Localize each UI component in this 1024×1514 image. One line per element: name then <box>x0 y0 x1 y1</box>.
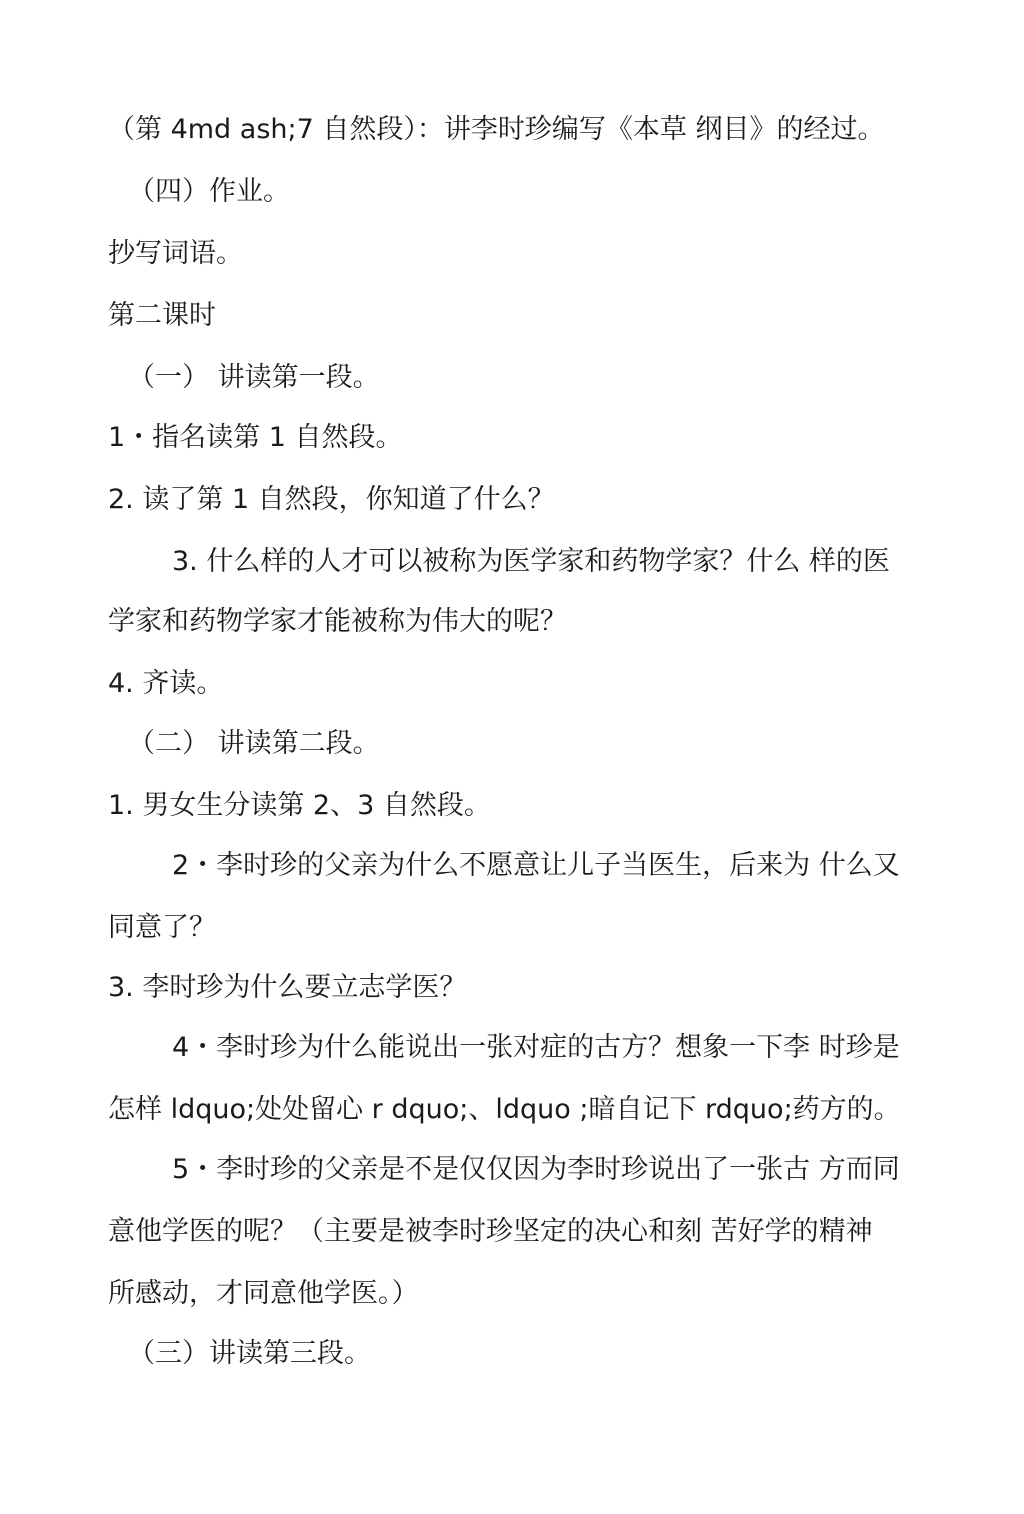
section-heading: （一） 讲读第一段。 <box>128 362 380 393</box>
text-line: 2. 读了第 1 自然段，你知道了什么？ <box>108 484 555 515</box>
text-line: 怎样 ldquo;处处留心 r dquo;、ldquo ;暗自记下 rdquo;药方的。 <box>108 1094 901 1125</box>
text-line: 3. 什么样的人才可以被称为医学家和药物学家？什么 样的医 <box>172 546 890 577</box>
text-line: 所感动，才同意他学医。） <box>108 1278 419 1309</box>
lesson-heading: 第二课时 <box>108 300 216 331</box>
text-line: 1・指名读第 1 自然段。 <box>108 422 403 453</box>
text-line: 3. 李时珍为什么要立志学医？ <box>108 972 467 1003</box>
text-line: 意他学医的呢？（主要是被李时珍坚定的决心和刻 苦好学的精神 <box>108 1216 873 1247</box>
text-line: 学家和药物学家才能被称为伟大的呢？ <box>108 606 567 637</box>
section-heading: （二） 讲读第二段。 <box>128 728 380 759</box>
text-line: 同意了？ <box>108 912 216 943</box>
text-line: 4・李时珍为什么能说出一张对症的古方？想象一下李 时珍是 <box>172 1032 900 1063</box>
section-heading: （四）作业。 <box>128 176 290 207</box>
text-line: 2・李时珍的父亲为什么不愿意让儿子当医生，后来为 什么又 <box>172 850 900 881</box>
text-line: 抄写词语。 <box>108 238 243 269</box>
section-heading: （三）讲读第三段。 <box>128 1338 371 1369</box>
text-line: （第 4md ash;7 自然段）：讲李时珍编写《本草 纲目》的经过。 <box>108 114 885 145</box>
text-line: 4. 齐读。 <box>108 668 224 699</box>
text-line: 1. 男女生分读第 2、3 自然段。 <box>108 790 491 821</box>
text-line: 5・李时珍的父亲是不是仅仅因为李时珍说出了一张古 方而同 <box>172 1154 900 1185</box>
